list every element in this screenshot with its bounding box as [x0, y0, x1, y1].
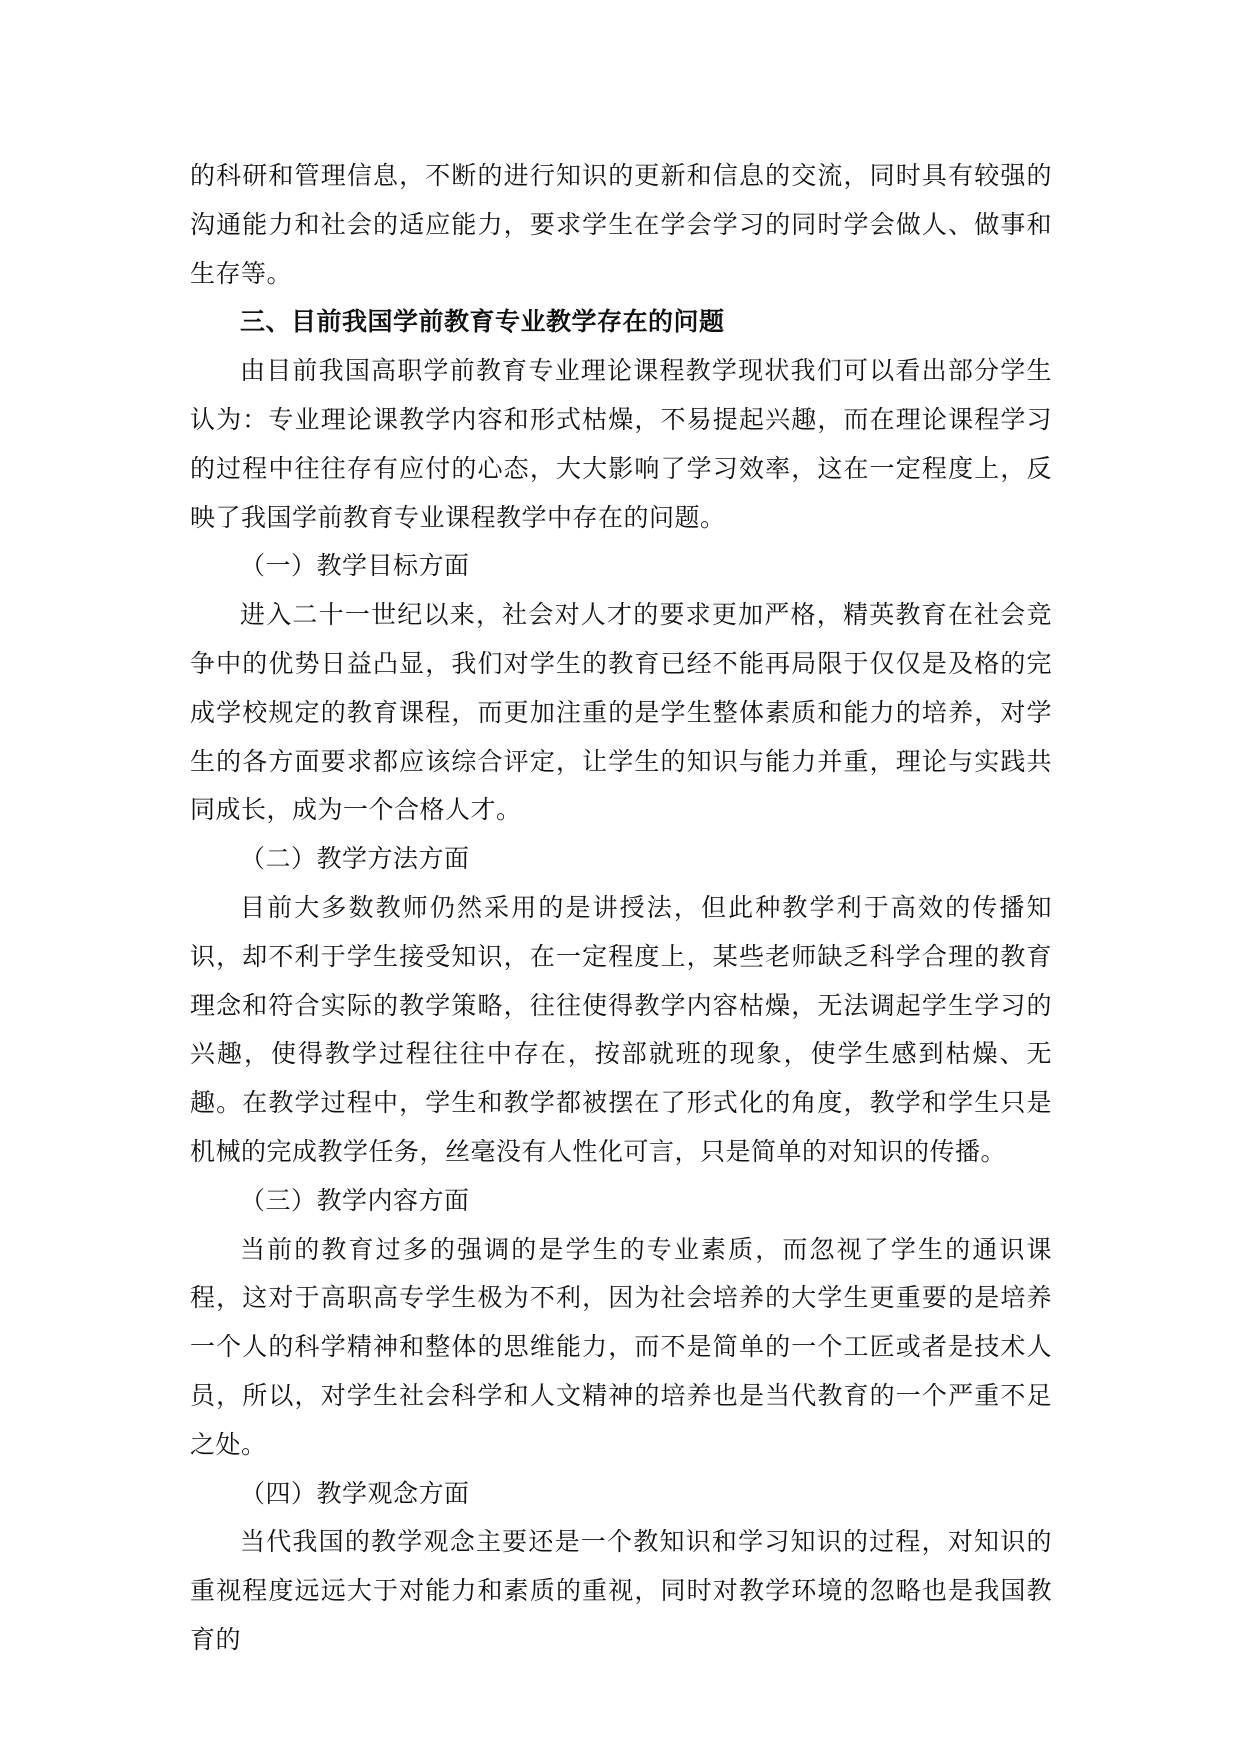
- subheading-teaching-content: （三）教学内容方面: [240, 1185, 470, 1215]
- paragraph-intro: 由目前我国高职学前教育专业理论课程教学现状我们可以看出部分学生认为：专业理论课教学内容和形式枯燥，不易提起兴趣，而在理论课程学习的过程中往往存有应付的心态，大大影响了学习效率，这在一定程度上，反映了我国学前教育专业课程教学中存在的问题。: [190, 356, 1052, 532]
- paragraph-teaching-concepts: 当代我国的教学观念主要还是一个教知识和学习知识的过程，对知识的重视程度远远大于对能力和素质的重视，同时对教学环境的忽略也是我国教育的: [190, 1527, 1052, 1654]
- subheading-teaching-goals: （一）教学目标方面: [240, 551, 470, 581]
- section-heading: 三、目前我国学前教育专业教学存在的问题: [240, 307, 725, 337]
- paragraph-teaching-content: 当前的教育过多的强调的是学生的专业素质，而忽视了学生的通识课程，这对于高职高专学生极为不利，因为社会培养的大学生更重要的是培养一个人的科学精神和整体的思维能力，而不是简单的一个工匠或者是技术人员，所以，对学生社会科学和人文精神的培养也是当代教育的一个严重不足之处。: [190, 1234, 1052, 1459]
- paragraph-teaching-methods: 目前大多数教师仍然采用的是讲授法，但此种教学利于高效的传播知识，却不利于学生接受知识，在一定程度上，某些老师缺乏科学合理的教育理念和符合实际的教学策略，往往使得教学内容枯燥，无法调起学生学习的兴趣，使得教学过程往往中存在，按部就班的现象，使学生感到枯燥、无趣。在教学过程中，学生和教学都被摆在了形式化的角度，教学和学生只是机械的完成教学任务，丝毫没有人性化可言，只是简单的对知识的传播。: [190, 892, 1052, 1166]
- paragraph-teaching-goals: 进入二十一世纪以来，社会对人才的要求更加严格，精英教育在社会竞争中的优势日益凸显，我们对学生的教育已经不能再局限于仅仅是及格的完成学校规定的教育课程，而更加注重的是学生整体素质和能力的培养，对学生的各方面要求都应该综合评定，让学生的知识与能力并重，理论与实践共同成长，成为一个合格人才。: [190, 600, 1052, 825]
- paragraph-continuation: 的科研和管理信息，不断的进行知识的更新和信息的交流，同时具有较强的沟通能力和社会的适应能力，要求学生在学会学习的同时学会做人、做事和生存等。: [190, 161, 1052, 288]
- document-body: [190, 152, 1052, 1665]
- subheading-teaching-concepts: （四）教学观念方面: [240, 1478, 470, 1508]
- subheading-teaching-methods: （二）教学方法方面: [240, 844, 470, 874]
